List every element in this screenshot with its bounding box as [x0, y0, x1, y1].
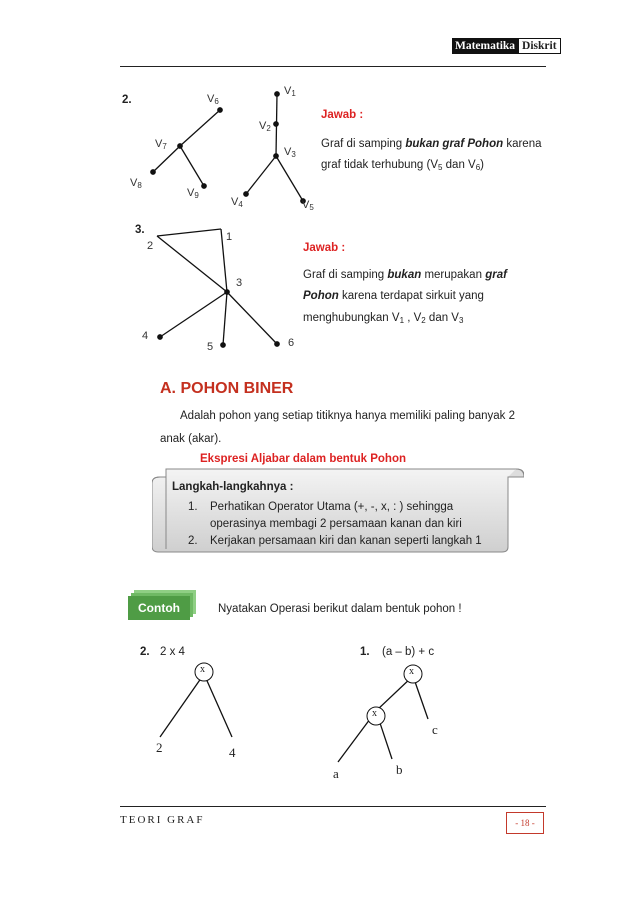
- example-2-left: 2: [156, 740, 163, 755]
- node-2: 2: [147, 240, 154, 252]
- node-v3: $V_3$: [284, 146, 296, 159]
- graph-node: [275, 342, 279, 346]
- example-2-expression: 2 x 4: [160, 646, 185, 658]
- node-v6: $V_6$: [207, 93, 219, 106]
- graph-node: [225, 290, 229, 294]
- node-v7: $V_7$: [155, 138, 167, 151]
- graph-node: [218, 108, 222, 112]
- section-3-answer-line2: Pohon karena terdapat sirkuit yang: [303, 290, 484, 302]
- graph-node: [178, 144, 182, 148]
- graph-node: [221, 343, 225, 347]
- footer-title: TEORI GRAF: [120, 814, 205, 826]
- node-6: 6: [288, 337, 295, 349]
- node-3: 3: [236, 277, 243, 289]
- node-4: 4: [142, 330, 149, 342]
- section-3-jawab: Jawab :: [303, 242, 346, 254]
- node-1: 1: [226, 231, 233, 243]
- node-v8: $V_8$: [130, 177, 142, 190]
- example-1-a: a: [333, 766, 339, 781]
- graph-node: [158, 335, 162, 339]
- section-title: A. POHON BINER: [160, 380, 294, 397]
- section-2-number: 2.: [122, 94, 132, 106]
- node-v1: $V_1$: [284, 85, 296, 98]
- section-3-answer-line1: Graf di samping bukan merupakan graf: [303, 269, 507, 281]
- graph-node: [274, 122, 278, 126]
- example-1-c: c: [432, 722, 438, 737]
- step-2-line1: Kerjakan persamaan kiri dan kanan seperti langkah 1: [210, 535, 482, 547]
- contoh-badge: Contoh: [128, 596, 190, 620]
- example-1-inner: x: [372, 708, 377, 719]
- page-number: - 18 -: [506, 812, 544, 834]
- node-v2: $V_2$: [259, 120, 271, 133]
- example-2-root: x: [200, 664, 205, 675]
- graph-node: [274, 154, 278, 158]
- step-2-number: 2.: [188, 535, 198, 547]
- example-2-right: 4: [229, 745, 236, 760]
- graph-node: [151, 170, 155, 174]
- node-v4: $V_4$: [231, 196, 243, 209]
- step-1-line2: operasinya membagi 2 persamaan kanan dan kiri: [210, 518, 462, 530]
- graph-node: [244, 192, 248, 196]
- step-1-number: 1.: [188, 501, 198, 513]
- node-5: 5: [207, 341, 214, 353]
- step-1-line1: Perhatikan Operator Utama (+, -, x, : ) sehingga: [210, 501, 454, 513]
- definition-line1: Adalah pohon yang setiap titiknya hanya memiliki paling banyak 2: [180, 410, 515, 422]
- example-1-expression: (a – b) + c: [382, 646, 435, 658]
- section-3-answer-line3: menghubungkan $V_1$ , $V_2$ dan $V_3$: [303, 312, 464, 325]
- steps-scroll: [152, 463, 524, 553]
- header-part2: Diskrit: [518, 38, 561, 54]
- example-1-b: b: [396, 762, 403, 777]
- section-3-number: 3.: [135, 224, 145, 236]
- subtitle: Ekspresi Aljabar dalam bentuk Pohon: [200, 453, 406, 465]
- section-2-answer-line1: Graf di samping bukan graf Pohon karena: [321, 138, 542, 150]
- example-1-root: x: [409, 666, 414, 677]
- example-1-number: 1.: [360, 646, 370, 658]
- graph-node: [202, 184, 206, 188]
- example-2-number: 2.: [140, 646, 150, 658]
- header-part1: Matematika: [452, 38, 518, 54]
- steps-title: Langkah-langkahnya :: [172, 481, 294, 493]
- section-2-jawab: Jawab :: [321, 109, 364, 121]
- node-v9: $V_9$: [187, 187, 199, 200]
- contoh-instruction: Nyatakan Operasi berikut dalam bentuk pohon !: [218, 603, 462, 615]
- definition-line2: anak (akar).: [160, 433, 222, 445]
- section-2-answer-line2: graf tidak terhubung ($V_5$ dan $V_6$): [321, 159, 484, 172]
- node-v5: $V_5$: [302, 199, 314, 212]
- graph-node: [275, 92, 279, 96]
- footer-rule: [120, 806, 546, 807]
